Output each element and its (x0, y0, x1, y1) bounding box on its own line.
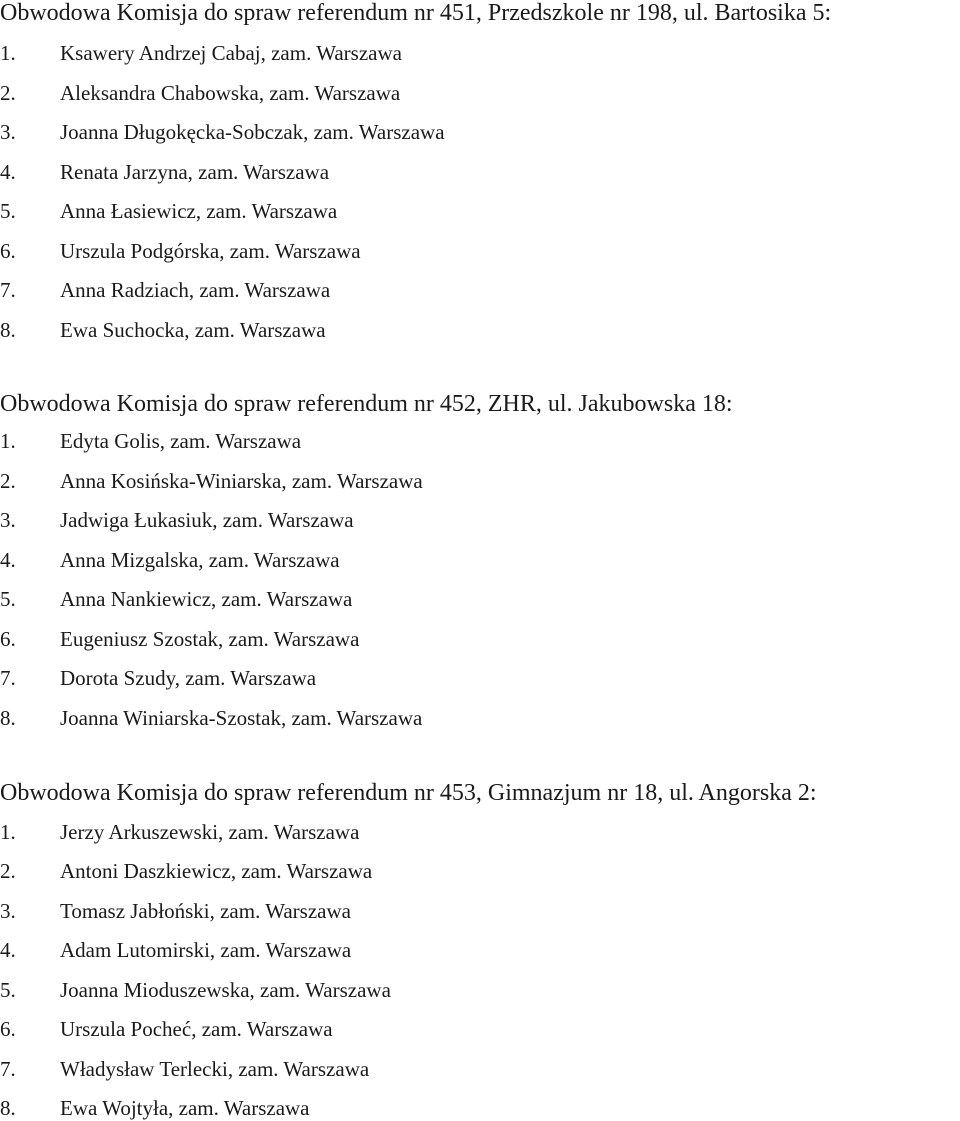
item-number: 2. (0, 859, 16, 883)
list-item (0, 586, 352, 612)
member-text: Ewa Suchocka, zam. Warszawa (60, 318, 326, 342)
item-number: 5. (0, 199, 16, 223)
item-number: 1. (0, 41, 16, 65)
member-text: Tomasz Jabłoński, zam. Warszawa (60, 899, 351, 923)
item-number: 4. (0, 938, 16, 962)
list-item (0, 507, 354, 533)
item-number: 4. (0, 548, 16, 572)
member-text: Ksawery Andrzej Cabaj, zam. Warszawa (60, 41, 402, 65)
item-number: 3. (0, 508, 16, 532)
list-item (0, 159, 329, 185)
section-heading: Obwodowa Komisja do spraw referendum nr 451, Przedszkole nr 198, ul. Bartosika 5: (0, 0, 832, 26)
item-number: 6. (0, 239, 16, 263)
item-number: 2. (0, 469, 16, 493)
item-number: 5. (0, 587, 16, 611)
member-text: Renata Jarzyna, zam. Warszawa (60, 160, 330, 184)
item-number: 1. (0, 429, 16, 453)
list-item (0, 238, 361, 264)
list-item (0, 898, 351, 924)
member-text: Eugeniusz Szostak, zam. Warszawa (60, 627, 360, 651)
item-number: 5. (0, 978, 16, 1002)
item-number: 2. (0, 81, 16, 105)
member-text: Urszula Podgórska, zam. Warszawa (60, 239, 361, 263)
member-text: Aleksandra Chabowska, zam. Warszawa (60, 81, 401, 105)
member-text: Anna Kosińska-Winiarska, zam. Warszawa (60, 469, 423, 493)
list-item (0, 1095, 310, 1121)
list-item (0, 317, 326, 343)
list-item (0, 858, 372, 884)
item-number: 7. (0, 666, 16, 690)
list-item (0, 119, 445, 145)
list-item (0, 977, 391, 1003)
member-text: Jerzy Arkuszewski, zam. Warszawa (60, 820, 360, 844)
list-item (0, 547, 340, 573)
member-text: Antoni Daszkiewicz, zam. Warszawa (60, 859, 373, 883)
item-number: 8. (0, 706, 16, 730)
item-number: 3. (0, 899, 16, 923)
member-text: Jadwiga Łukasiuk, zam. Warszawa (60, 508, 354, 532)
list-item (0, 665, 316, 691)
member-text: Urszula Pocheć, zam. Warszawa (60, 1017, 333, 1041)
list-item (0, 1056, 369, 1082)
section-heading: Obwodowa Komisja do spraw referendum nr 452, ZHR, ul. Jakubowska 18: (0, 391, 733, 417)
item-number: 4. (0, 160, 16, 184)
member-text: Ewa Wojtyła, zam. Warszawa (60, 1096, 310, 1120)
member-text: Anna Nankiewicz, zam. Warszawa (60, 587, 353, 611)
list-item (0, 277, 330, 303)
item-number: 8. (0, 318, 16, 342)
member-text: Joanna Winiarska-Szostak, zam. Warszawa (60, 706, 423, 730)
list-item (0, 468, 423, 494)
list-item (0, 80, 400, 106)
list-item (0, 1016, 333, 1042)
member-text: Adam Lutomirski, zam. Warszawa (60, 938, 352, 962)
member-text: Joanna Długokęcka-Sobczak, zam. Warszawa (60, 120, 445, 144)
list-item (0, 937, 351, 963)
member-text: Dorota Szudy, zam. Warszawa (60, 666, 317, 690)
item-number: 6. (0, 627, 16, 651)
list-item (0, 198, 337, 224)
item-number: 6. (0, 1017, 16, 1041)
list-item (0, 428, 301, 454)
section-heading: Obwodowa Komisja do spraw referendum nr 453, Gimnazjum nr 18, ul. Angorska 2: (0, 780, 817, 806)
member-text: Anna Radziach, zam. Warszawa (60, 278, 331, 302)
member-text: Anna Łasiewicz, zam. Warszawa (60, 199, 338, 223)
list-item (0, 705, 422, 731)
item-number: 8. (0, 1096, 16, 1120)
list-item (0, 819, 359, 845)
item-number: 3. (0, 120, 16, 144)
list-item (0, 626, 359, 652)
member-text: Anna Mizgalska, zam. Warszawa (60, 548, 340, 572)
member-text: Edyta Golis, zam. Warszawa (60, 429, 302, 453)
item-number: 1. (0, 820, 16, 844)
list-item (0, 40, 402, 66)
member-text: Władysław Terlecki, zam. Warszawa (60, 1057, 370, 1081)
item-number: 7. (0, 1057, 16, 1081)
member-text: Joanna Mioduszewska, zam. Warszawa (60, 978, 391, 1002)
item-number: 7. (0, 278, 16, 302)
